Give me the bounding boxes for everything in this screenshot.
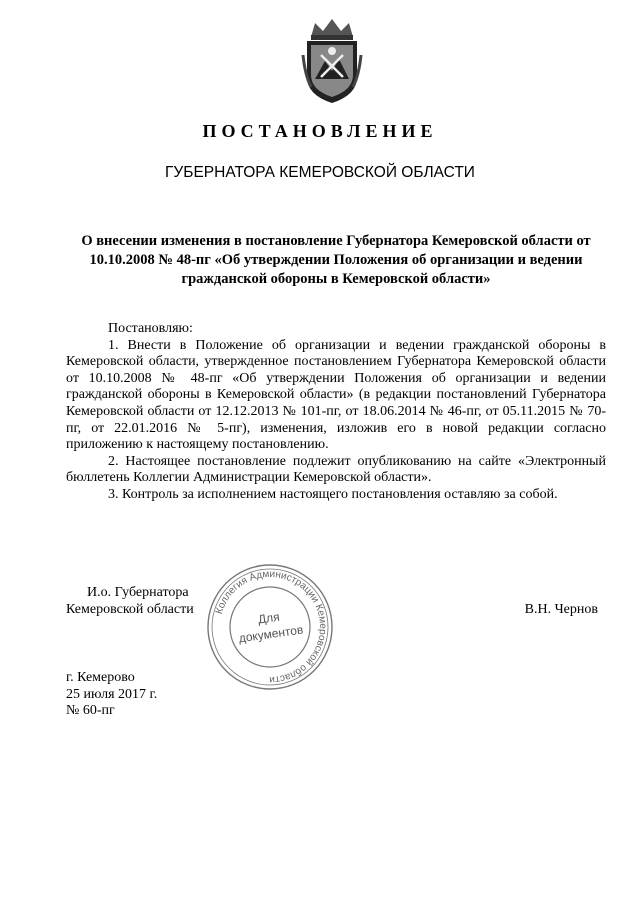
stamp-center-line2: документов <box>237 622 305 646</box>
document-number: № 60-пг <box>66 703 115 719</box>
issue-date: 25 июля 2017 г. <box>66 686 158 702</box>
issue-city: г. Кемерово <box>66 670 135 685</box>
coat-of-arms-emblem <box>301 15 363 107</box>
signatory-position <box>66 585 194 618</box>
signatory-position-line1: И.о. Губернатора <box>87 585 189 600</box>
body-paragraph-2: 2. Настоящее постановление подлежит опубликованию на сайте «Электронный бюллетень Коллегии Администрации Кемеровской области». <box>66 453 606 486</box>
signatory-name: В.Н. Чернов <box>524 602 598 617</box>
stamp-ring-text: Коллегия Администрации Кемеровской области <box>213 568 329 686</box>
issuer-subtitle: ГУБЕРНАТОРА КЕМЕРОВСКОЙ ОБЛАСТИ <box>165 164 475 181</box>
signatory-position-line2: Кемеровской области <box>66 601 194 617</box>
document-footer <box>66 670 157 720</box>
official-stamp <box>205 562 335 692</box>
body-paragraph-1: 1. Внести в Положение об организации и ведении гражданской обороны в Кемеровской области, утвержденное постановлением Губернатора Кемеровской области от 10.10.2008 № 48-пг «Об утверждении Положения об организации и ведении гражданской обороны в Кемеровской области» (в редакции постановлений Губернатора Кемеровской области от 12.12.2013 № 101-пг, от 18.06.2014 № 46-пг, от 05.11.2015 № 70-пг, от 22.01.2016 № 5-пг), изменения, изложив его в новой редакции согласно приложению к настоящему постановлению. <box>66 337 606 453</box>
body-paragraph-resolve: Постановляю: <box>108 321 193 336</box>
document-subject: О внесении изменения в постановление Губернатора Кемеровской области от 10.10.2008 № 48-пг «Об утверждении Положения об организации и ведении гражданской обороны в Кемеровской области» <box>81 233 591 287</box>
stamp-center-line1: Для <box>257 609 281 627</box>
document-title: ПОСТАНОВЛЕНИЕ <box>202 121 438 141</box>
body-paragraph-3: 3. Контроль за исполнением настоящего постановления оставляю за собой. <box>108 486 558 502</box>
document-body <box>66 321 606 504</box>
